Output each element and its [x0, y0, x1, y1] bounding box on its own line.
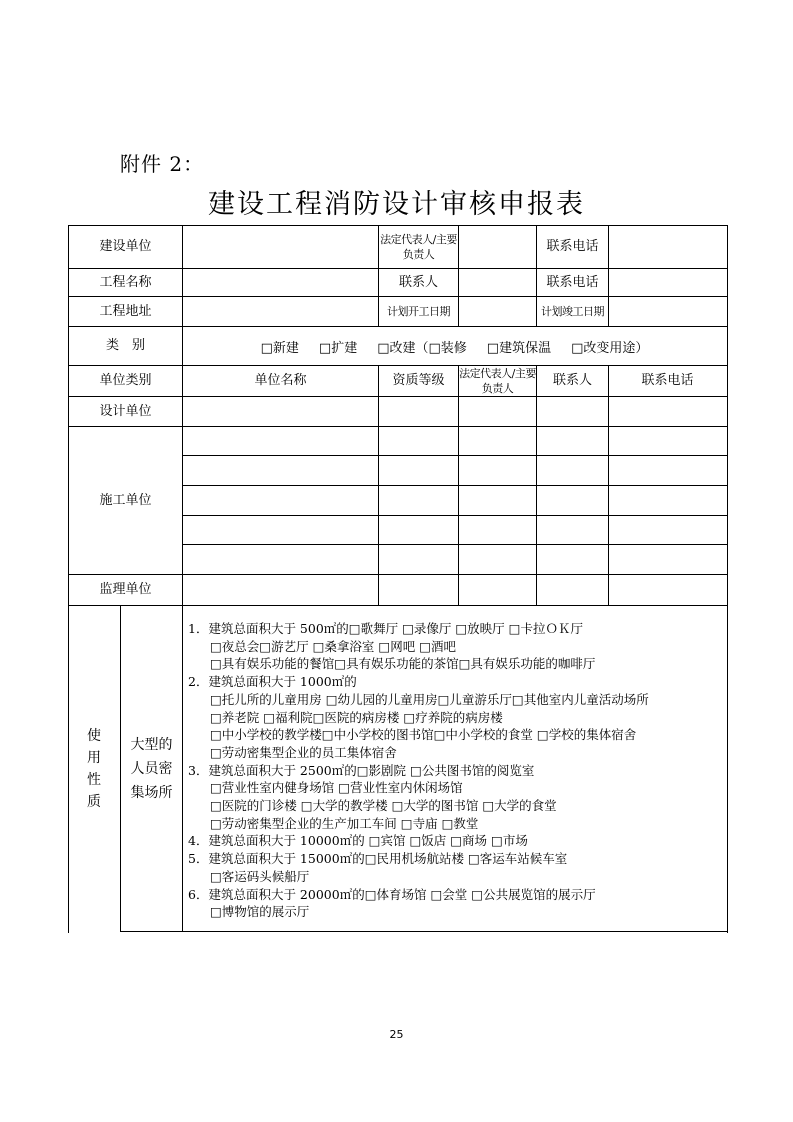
col-divider — [458, 366, 459, 606]
construction-company-label: 施工单位 — [99, 492, 152, 508]
usage-option-line[interactable]: □托儿所的儿童用房 □幼儿园的儿童用房□儿童游乐厅□其他室内儿童活动场所 — [210, 691, 649, 707]
usage-option-line[interactable]: □营业性室内健身场馆 □营业性室内休闲场馆 — [210, 780, 463, 796]
usage-char: 质 — [87, 794, 101, 810]
design-unit-label: 设计单位 — [99, 403, 152, 419]
qualification-header: 资质等级 — [392, 373, 445, 388]
row-divider — [120, 931, 727, 932]
construction-unit-input[interactable] — [183, 226, 378, 268]
usage-option-line[interactable]: 3．建筑总面积大于 2500㎡的□影剧院 □公共图书馆的阅览室 — [188, 762, 535, 778]
usage-char: 性 — [87, 772, 101, 788]
usage-option-line[interactable]: □博物馆的展示厅 — [210, 904, 310, 920]
usage-nature-label — [68, 606, 120, 932]
usage-char: 用 — [87, 750, 101, 766]
row-divider — [183, 544, 727, 545]
phone-input[interactable] — [609, 226, 726, 268]
legal-rep-header: 法定代表人/主要负责人 — [459, 367, 536, 395]
usage-option-line[interactable]: 2．建筑总面积大于 1000㎡的 — [188, 674, 357, 690]
usage-option-line[interactable]: □客运码头候船厅 — [210, 868, 310, 884]
page-number: 25 — [389, 1028, 404, 1041]
col-divider — [536, 366, 537, 606]
supervision-unit-label: 监理单位 — [99, 582, 152, 597]
usage-char: 使 — [87, 728, 101, 744]
category-label: 类 别 — [105, 338, 145, 353]
completion-date-label: 计划竣工日期 — [541, 305, 604, 318]
usage-option-line[interactable]: □劳动密集型企业的员工集体宿舍 — [210, 744, 397, 760]
phone-input[interactable] — [609, 269, 726, 296]
category-options — [183, 327, 726, 365]
completion-date-input[interactable] — [609, 297, 726, 326]
usage-option-line[interactable]: 4．建筑总面积大于 10000㎡的 □宾馆 □饭店 □商场 □市场 — [188, 833, 528, 849]
project-name-input[interactable] — [183, 269, 378, 296]
option-expand-checkbox[interactable]: □扩建 — [318, 340, 358, 356]
project-address-input[interactable] — [183, 297, 378, 326]
unit-name-header: 单位名称 — [254, 373, 307, 388]
usage-option-line[interactable]: □劳动密集型企业的生产加工车间 □寺庙 □教堂 — [210, 815, 479, 831]
phone-header: 联系电话 — [641, 373, 694, 388]
start-date-label: 计划开工日期 — [387, 305, 450, 318]
usage-option-line[interactable]: □养老院 □福利院□医院的病房楼 □疗养院的病房楼 — [210, 709, 503, 725]
col-divider — [608, 366, 609, 606]
usage-option-line[interactable]: □医院的门诊楼 □大学的教学楼 □大学的图书馆 □大学的食堂 — [210, 798, 557, 814]
usage-option-line[interactable]: □夜总会□游艺厅 □桑拿浴室 □网吧 □酒吧 — [210, 638, 456, 654]
contact-header: 联系人 — [552, 373, 592, 388]
usage-option-line[interactable]: □中小学校的教学楼□中小学校的图书馆□中小学校的食堂 □学校的集体宿舍 — [210, 727, 637, 743]
col-divider — [378, 366, 379, 606]
option-new-checkbox[interactable]: □新建 — [260, 340, 299, 356]
option-insulation-checkbox[interactable]: □建筑保温 — [486, 340, 552, 356]
form-title: 建设工程消防设计审核申报表 — [208, 189, 585, 220]
usage-option-line[interactable]: □具有娱乐功能的餐馆□具有娱乐功能的茶馆□具有娱乐功能的咖啡厅 — [210, 656, 596, 672]
col-divider — [182, 606, 183, 932]
legal-rep-input[interactable] — [459, 226, 536, 268]
usage-option-line[interactable]: 6．建筑总面积大于 20000㎡的□体育场馆 □会堂 □公共展览馆的展示厅 — [188, 886, 596, 902]
contact-label: 联系人 — [398, 274, 438, 290]
unit-type-header: 单位类别 — [99, 373, 152, 388]
attachment-label: 附件 2： — [120, 152, 205, 176]
project-address-label: 工程地址 — [99, 303, 152, 319]
project-name-label: 工程名称 — [99, 274, 152, 290]
option-change-use-checkbox[interactable]: □改变用途） — [571, 340, 649, 356]
phone-label: 联系电话 — [546, 274, 599, 290]
usage-option-line[interactable]: 5．建筑总面积大于 15000㎡的□民用机场航站楼 □客运车站候车室 — [188, 851, 568, 867]
col-divider — [182, 366, 183, 606]
usage-options-list — [188, 620, 723, 921]
construction-unit-label: 建设单位 — [99, 239, 152, 254]
row-divider — [183, 455, 727, 456]
phone-label: 联系电话 — [546, 239, 599, 254]
row-divider — [183, 515, 727, 516]
option-rebuild-checkbox[interactable]: □改建（□装修 — [377, 340, 467, 356]
row-divider — [183, 485, 727, 486]
usage-option-line[interactable]: 1．建筑总面积大于 500㎡的□歌舞厅 □录像厅 □放映厅 □卡拉ＯＫ厅 — [188, 621, 583, 636]
crowded-place-label: 大型的人员密集场所 — [130, 737, 173, 801]
contact-input[interactable] — [459, 269, 536, 296]
start-date-input[interactable] — [459, 297, 536, 326]
legal-rep-label: 法定代表人/主要负责人 — [380, 233, 457, 261]
